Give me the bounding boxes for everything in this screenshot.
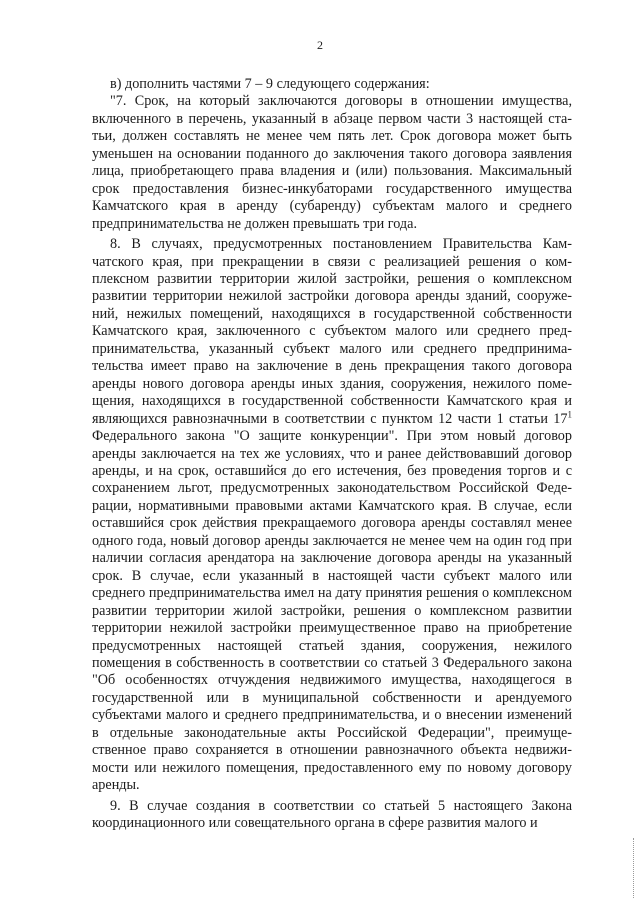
paragraph-part-8-text-b: Федерального закона "О защите конкуренции". При этом новый договор аренды заключается на тех же условиях, что и ранее действовавший договор аренды, и на срок, оставшийся до его истечения, без проведения торгов и с сохранением льгот, предусмотренных законодательством Российской Федерации, нормативными правовыми актами Камчатского края. В случае, если оставшийся срок действия прекращаемого договора аренды составлял менее одного года, новый договор аренды заключается не менее чем на один год при наличии согласия арендатора на заключение договора аренды на указанный срок. В случае, если указанный в настоящей части субъект малого или среднего предпринимательства имел на дату принятия решения о комплексном развитии территории жилой застройки, решения о комплексном развитии территории нежилой застройки преимущественное право на приобретение предусмотренных настоящей статьей здания, сооружения, нежилого помещения в собственность в соответствии со статьей 3 Федерального закона "Об особенностях отчуждения недвижимого имущества, находящегося в государственной или в муниципальной собственности и арендуемого субъектами малого и среднего предпринимательства, и о внесении изменений в отдельные законодательные акты Российской Федерации", преимущественное право сохраняется в отношении равнозначного объекта недвижимости или нежилого помещения, предоставленного ему по новому договору аренды. [92,428,572,794]
paragraph-intro: в) дополнить частями 7 – 9 следующего содержания: [110,76,430,92]
paragraph-part-9: 9. В случае создания в соответствии со статьей 5 настоящего Закона координационного или совещательного органа в сфере развития малого и [92,797,572,832]
paragraph-part-7: "7. Срок, на который заключаются договоры в отношении имущества, включенного в перечень, указанный в абзаце первом части 3 настоящей статьи, должен составлять не менее чем пять лет. Срок договора может быть уменьшен на основании поданного до заключения такого договора заявления лица, приобретающего права владения и (или) пользования. Максимальный срок предоставления бизнес-инкубаторами государственного имущества Камчатского края в аренду (субаренду) субъектам малого и среднего предпринимательства не должен превышать три года. [92,93,572,232]
paragraph-part-8 [92,236,572,795]
scan-edge-marks [631,838,634,898]
page-number: 2 [317,38,323,52]
document-body [92,76,572,832]
article-superscript: 1 [567,408,572,419]
paragraph-part-8-text-a: 8. В случаях, предусмотренных постановлением Правительства Камчатского края, при прекращении в связи с реализацией решения о комплексном развитии территории жилой застройки, решения о комплексном развитии территории нежилой застройки договора аренды зданий, сооружений, нежилых помещений, находящихся в государственной собственности Камчатского края, заключенного с субъектом малого или среднего предпринимательства, указанный субъект малого или среднего предпринимательства имеет право на заключение в день прекращения такого договора аренды нового договора аренды иных здания, сооружения, нежилого помещения, находящихся в государственной собственности Камчатского края и являющихся равнозначными в соответствии с пунктом 12 части 1 статьи 17 [92,236,572,427]
